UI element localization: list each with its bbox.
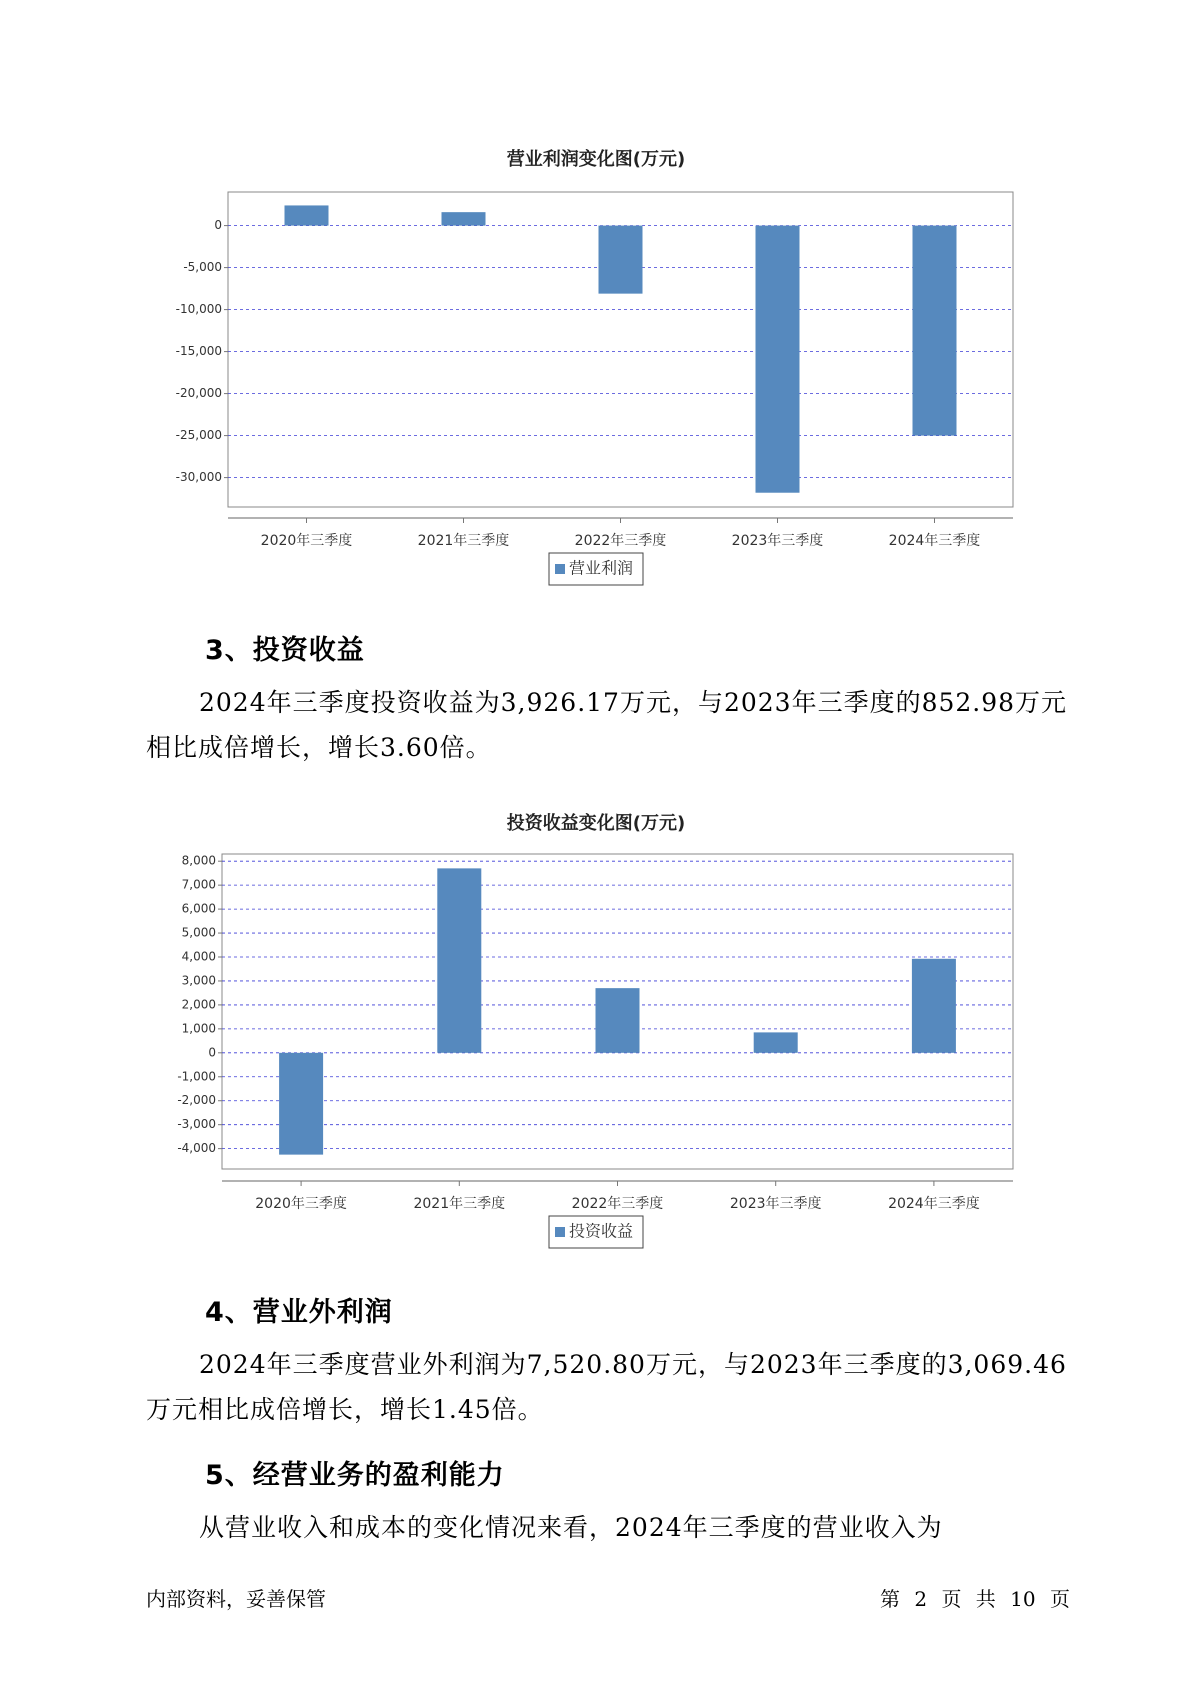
y-tick-label: -10,000: [175, 302, 222, 317]
x-tick-label: 2023年三季度: [729, 1196, 822, 1212]
legend: [549, 1216, 643, 1248]
bar: [442, 212, 486, 225]
y-tick-label: 7,000: [181, 877, 216, 892]
legend-swatch: [555, 1227, 565, 1237]
bar: [285, 205, 329, 225]
x-tick-label: 2023年三季度: [731, 533, 824, 549]
section-3-paragraph: 2024年三季度投资收益为3,926.17万元，与2023年三季度的852.98万元相比成倍增长，增长3.60倍。: [146, 688, 1068, 762]
bar: [913, 226, 957, 436]
y-tick-label: 1,000: [181, 1021, 216, 1036]
chart-title: 投资收益变化图(万元): [506, 813, 686, 834]
footer-confidential-note: 内部资料，妥善保管: [146, 1587, 326, 1611]
x-tick-label: 2022年三季度: [571, 1196, 664, 1212]
legend-label: 投资收益: [569, 1221, 634, 1241]
bar: [756, 226, 800, 493]
bar: [279, 1053, 323, 1155]
section-5-heading: 5、经营业务的盈利能力: [205, 1460, 505, 1491]
investment-income-chart: [0, 806, 1191, 1276]
y-tick-label: 5,000: [181, 925, 216, 940]
footer-page-number: 第 2 页 共 10 页: [880, 1587, 1070, 1611]
y-tick-label: -30,000: [175, 470, 222, 485]
x-tick-label: 2024年三季度: [888, 533, 981, 549]
x-tick-label: 2024年三季度: [888, 1196, 980, 1212]
chart-title: 营业利润变化图(万元): [506, 149, 686, 170]
bar: [437, 868, 481, 1052]
bar: [599, 226, 643, 294]
y-tick-label: 3,000: [181, 973, 216, 988]
bar: [754, 1032, 798, 1052]
y-tick-label: -5,000: [183, 260, 222, 275]
x-tick-label: 2020年三季度: [255, 1196, 347, 1212]
y-tick-label: -15,000: [175, 344, 222, 359]
x-tick-label: 2021年三季度: [417, 533, 510, 549]
y-tick-label: -2,000: [177, 1093, 216, 1108]
y-tick-label: -25,000: [175, 428, 222, 443]
y-tick-label: -4,000: [177, 1141, 216, 1156]
y-tick-label: 6,000: [181, 901, 216, 916]
bar: [596, 988, 640, 1053]
section-3-heading: 3、投资收益: [205, 635, 365, 666]
y-tick-label: 4,000: [181, 949, 216, 964]
x-tick-label: 2021年三季度: [413, 1196, 506, 1212]
y-tick-label: 8,000: [181, 853, 216, 868]
legend-label: 营业利润: [569, 558, 634, 578]
section-4-heading: 4、营业外利润: [205, 1297, 393, 1328]
section-5-paragraph: 从营业收入和成本的变化情况来看，2024年三季度的营业收入为: [199, 1513, 943, 1542]
y-tick-label: -3,000: [177, 1117, 216, 1132]
operating-profit-chart-svg: [0, 140, 1191, 610]
y-tick-label: 0: [208, 1045, 216, 1060]
y-tick-label: 2,000: [181, 997, 216, 1012]
section-4-paragraph: 2024年三季度营业外利润为7,520.80万元，与2023年三季度的3,069.46万元相比成倍增长，增长1.45倍。: [146, 1350, 1067, 1424]
x-tick-label: 2022年三季度: [574, 533, 667, 549]
y-tick-label: -1,000: [177, 1069, 216, 1084]
legend: [549, 553, 643, 585]
y-tick-label: 0: [214, 218, 222, 233]
x-tick-label: 2020年三季度: [260, 533, 353, 549]
legend-swatch: [555, 564, 565, 574]
operating-profit-chart: [0, 140, 1191, 610]
y-tick-label: -20,000: [175, 386, 222, 401]
bar: [912, 959, 956, 1053]
investment-income-chart-svg: [0, 806, 1191, 1276]
